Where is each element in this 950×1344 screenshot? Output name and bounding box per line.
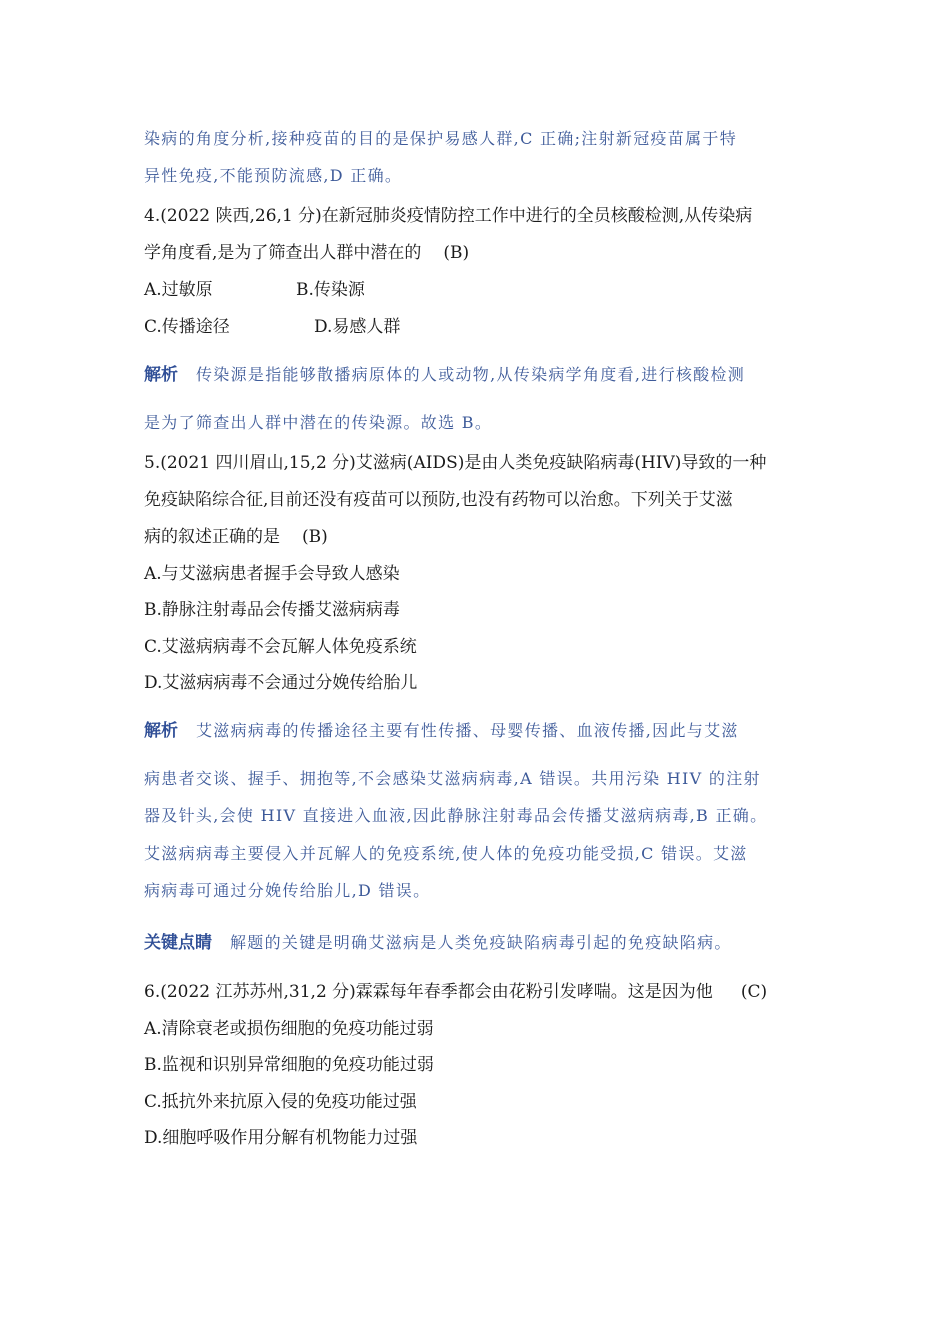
q5-stem-text: 病的叙述正确的是 (144, 527, 280, 547)
q4-analysis-line-2: 是为了筛查出人群中潜在的传染源。故选 B。 (144, 413, 493, 432)
q5-option-d: D.艾滋病病毒不会通过分娩传给胎儿 (144, 673, 418, 693)
q4-option-a: A.过敏原 (144, 280, 213, 300)
q5-key-point (144, 928, 732, 953)
q4-stem-text: 学角度看,是为了筛查出人群中潜在的 (144, 243, 422, 263)
q5-key-label: 关键点睛 (144, 933, 212, 953)
q4-analysis-label: 解析 (144, 365, 178, 385)
q5-option-a: A.与艾滋病患者握手会导致人感染 (144, 564, 400, 584)
q6-answer: (C) (740, 982, 768, 1002)
q5-stem-line-1: 5.(2021 四川眉山,15,2 分)艾滋病(AIDS)是由人类免疫缺陷病毒(HIV)导致的一种 (144, 453, 767, 473)
q4-option-c: C.传播途径 (144, 317, 230, 337)
q5-option-b: B.静脉注射毒品会传播艾滋病病毒 (144, 600, 400, 620)
q4-answer: (B) (443, 243, 470, 263)
q5-analysis-line-2: 病患者交谈、握手、拥抱等,不会感染艾滋病病毒,A 错误。共用污染 HIV 的注射 (144, 769, 761, 788)
q6-option-a: A.清除衰老或损伤细胞的免疫功能过弱 (144, 1019, 434, 1039)
q4-stem-line-1: 4.(2022 陕西,26,1 分)在新冠肺炎疫情防控工作中进行的全员核酸检测,从传染病 (144, 206, 753, 226)
q5-option-c: C.艾滋病病毒不会瓦解人体免疫系统 (144, 637, 417, 657)
q4-analysis-line-1 (144, 360, 745, 385)
q5-key-text: 解题的关键是明确艾滋病是人类免疫缺陷病毒引起的免疫缺陷病。 (230, 933, 732, 952)
q5-analysis-line-1 (144, 716, 739, 741)
q4-options-row-2 (144, 312, 544, 337)
q4-analysis-text: 传染源是指能够散播病原体的人或动物,从传染病学角度看,进行核酸检测 (196, 365, 746, 384)
q5-stem-line-3 (144, 522, 328, 547)
q5-analysis-line-5: 病病毒可通过分娩传给胎儿,D 错误。 (144, 881, 431, 900)
carryover-line-1: 染病的角度分析,接种疫苗的目的是保护易感人群,C 正确;注射新冠疫苗属于特 (144, 129, 737, 148)
q4-option-d: D.易感人群 (314, 317, 401, 337)
q6-option-d: D.细胞呼吸作用分解有机物能力过强 (144, 1128, 418, 1148)
q5-analysis-label: 解析 (144, 721, 178, 741)
q6-stem (144, 977, 767, 1002)
q5-analysis-line-3: 器及针头,会使 HIV 直接进入血液,因此静脉注射毒品会传播艾滋病病毒,B 正确。 (144, 806, 768, 825)
q4-options-row-1 (144, 275, 544, 300)
carryover-line-2: 异性免疫,不能预防流感,D 正确。 (144, 166, 403, 185)
q5-answer: (B) (302, 527, 328, 547)
q6-option-c: C.抵抗外来抗原入侵的免疫功能过强 (144, 1092, 417, 1112)
q5-analysis-text: 艾滋病病毒的传播途径主要有性传播、母婴传播、血液传播,因此与艾滋 (196, 721, 739, 740)
q6-stem-text: 6.(2022 江苏苏州,31,2 分)霖霖每年春季都会由花粉引发哮喘。这是因为他 (144, 982, 713, 1002)
q4-option-b: B.传染源 (296, 280, 365, 300)
q4-stem-line-2 (144, 238, 469, 263)
q6-option-b: B.监视和识别异常细胞的免疫功能过弱 (144, 1055, 434, 1075)
q5-analysis-line-4: 艾滋病病毒主要侵入并瓦解人的免疫系统,使人体的免疫功能受损,C 错误。艾滋 (144, 844, 748, 863)
q5-stem-line-2: 免疫缺陷综合征,目前还没有疫苗可以预防,也没有药物可以治愈。下列关于艾滋 (144, 490, 733, 510)
